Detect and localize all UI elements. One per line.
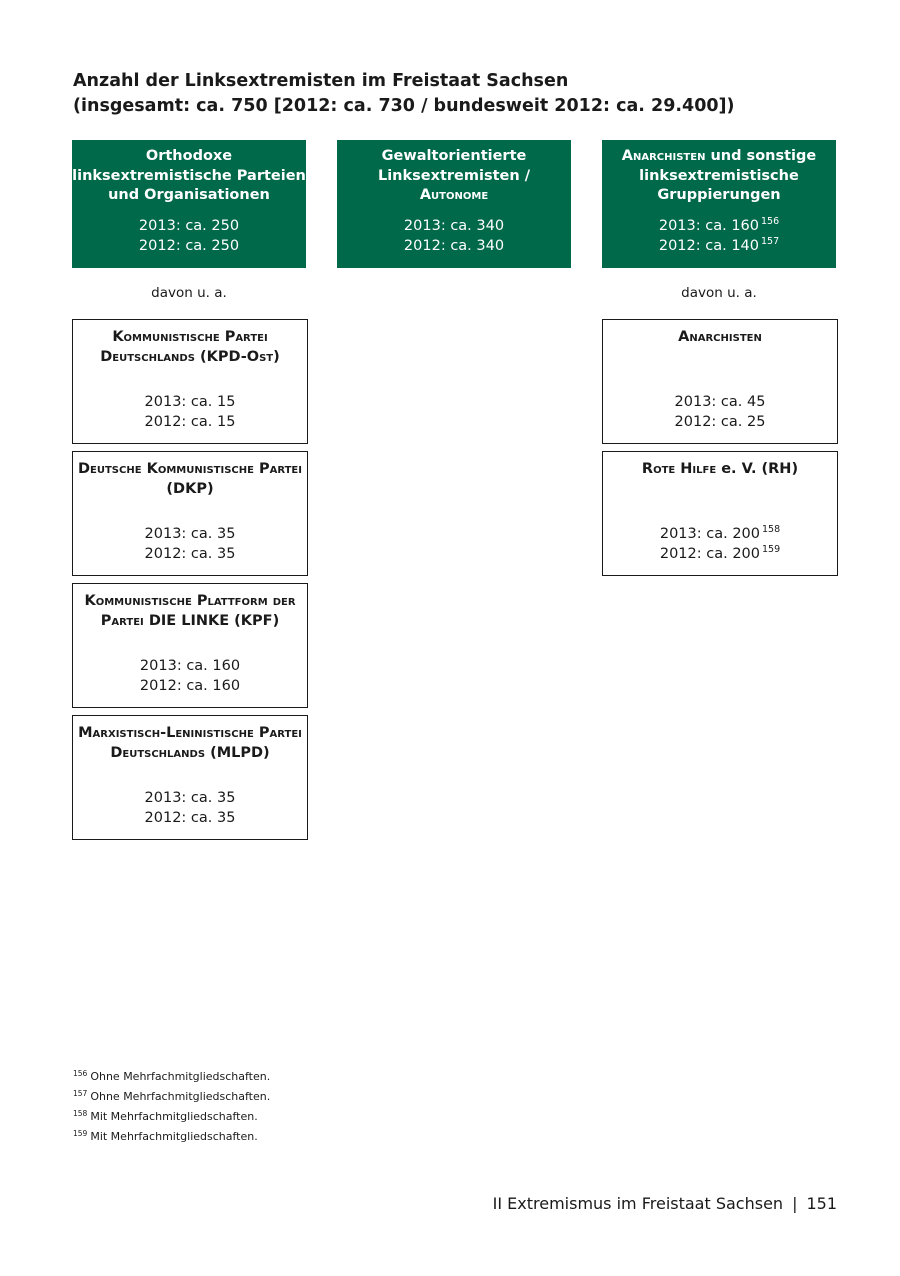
category-heading-line: Linksextremisten / (377, 167, 531, 184)
org-box-anarchisten (602, 319, 838, 444)
footnotes (73, 1067, 270, 1147)
count-2013: 2013: ca. 15 (144, 394, 236, 410)
org-heading-line: Rote Hilfe e. V. (RH) (641, 461, 799, 477)
count-2013: 2013: ca. 160 (139, 658, 241, 674)
page-footer (493, 1194, 837, 1213)
org-box-rote-hilfe (602, 451, 838, 576)
count-2012: 2012: ca. 160 (139, 677, 241, 694)
count-2012: 2012: ca. 250 (138, 237, 240, 254)
page-number: 151 (806, 1194, 837, 1213)
org-counts (73, 393, 307, 432)
org-box-mlpd (72, 715, 308, 840)
footnote: $^{157}$ Ohne Mehrfachmitgliedschaften. (73, 1089, 271, 1103)
category-orthodoxe (72, 140, 306, 268)
footnote-ref[interactable]: 156 (761, 216, 780, 227)
count-2013: 2013: ca. 45 (674, 394, 766, 410)
org-box-kpf (72, 583, 308, 708)
org-heading-line: (DKP) (166, 480, 214, 497)
org-box-kpd-ost (72, 319, 308, 444)
title-line-1: Anzahl der Linksextremisten im Freistaat Sachsen (73, 71, 569, 91)
org-heading-line: Anarchisten (678, 329, 762, 345)
footer-separator: | (792, 1194, 798, 1213)
count-2012: 2012: ca. 35 (144, 545, 236, 562)
footnote-ref[interactable]: 159 (762, 543, 781, 555)
category-counts (602, 217, 836, 256)
count-2013: 2013: ca. 340 (403, 218, 505, 234)
org-heading (77, 328, 303, 367)
footnote: $^{159}$ Mit Mehrfachmitgliedschaften. (73, 1129, 258, 1143)
category-heading-line: Autonome (419, 187, 489, 203)
org-counts (73, 525, 307, 564)
category-counts (337, 217, 571, 256)
org-heading-line: Partei DIE LINKE (KPF) (100, 612, 280, 629)
org-counts (73, 789, 307, 828)
org-heading (607, 328, 833, 348)
org-heading (607, 460, 833, 480)
org-heading-line: Deutsche Kommunistische Partei (78, 461, 302, 477)
chapter-title: II Extremismus im Freistaat Sachsen (492, 1194, 784, 1213)
category-heading (602, 147, 836, 206)
category-gewaltorientierte (337, 140, 571, 268)
footnote-ref[interactable]: 158 (762, 524, 781, 535)
org-heading (77, 592, 303, 631)
category-counts (72, 217, 306, 256)
category-heading-line: linksextremistische Parteien (72, 167, 306, 184)
footnote-number: 159 (73, 1129, 88, 1138)
count-2012: 2012: ca. 15 (144, 413, 236, 430)
davon-label-left: davon u. a. (151, 285, 227, 301)
count-2012: 2012: ca. 200 $^{159}$ (659, 543, 781, 562)
category-heading (72, 147, 306, 206)
count-2013: 2013: ca. 200 $^{158}$ (659, 524, 781, 542)
org-heading-line: Deutschlands (KPD-Ost) (100, 348, 280, 365)
org-heading-line: Marxistisch-Leninistische Partei (78, 725, 302, 741)
count-2013: 2013: ca. 35 (144, 526, 236, 542)
count-2012: 2012: ca. 35 (144, 809, 236, 826)
org-box-dkp (72, 451, 308, 576)
footnote-number: 157 (73, 1089, 88, 1098)
category-heading-line: Orthodoxe (145, 148, 233, 164)
page-title (73, 69, 853, 119)
org-heading (77, 724, 303, 763)
category-anarchisten-sonstige (602, 140, 836, 268)
count-2013: 2013: ca. 250 (138, 218, 240, 234)
category-heading (337, 147, 571, 206)
footnote-number: 158 (73, 1109, 88, 1118)
count-2012: 2012: ca. 340 (403, 237, 505, 254)
category-heading-line: Gewaltorientierte (381, 148, 527, 164)
footnote: $^{158}$ Mit Mehrfachmitgliedschaften. (73, 1109, 258, 1123)
org-heading (77, 460, 303, 499)
org-counts (603, 393, 837, 432)
category-heading-line: Gruppierungen (657, 187, 781, 203)
footnote: $^{156}$ Ohne Mehrfachmitgliedschaften. (73, 1069, 271, 1083)
org-heading-line: Deutschlands (MLPD) (110, 744, 270, 761)
title-line-2: (insgesamt: ca. 750 [2012: ca. 730 / bundesweit 2012: ca. 29.400]) (73, 96, 735, 116)
org-heading-line: Kommunistische Plattform der (84, 593, 296, 609)
count-2012: 2012: ca. 140 $^{157}$ (658, 235, 780, 254)
category-heading-line: und Organisationen (108, 187, 270, 203)
category-heading-line: linksextremistische (639, 167, 799, 184)
footnote-number: 156 (73, 1069, 88, 1078)
footnote-ref[interactable]: 157 (761, 235, 780, 247)
org-counts (73, 657, 307, 696)
count-2013: 2013: ca. 160 $^{156}$ (658, 216, 780, 234)
count-2013: 2013: ca. 35 (144, 790, 236, 806)
org-heading-line: Kommunistische Partei (112, 329, 268, 345)
davon-label-right: davon u. a. (681, 285, 757, 301)
category-heading-line: Anarchisten und sonstige (621, 148, 817, 164)
count-2012: 2012: ca. 25 (674, 413, 766, 430)
org-counts (603, 525, 837, 564)
